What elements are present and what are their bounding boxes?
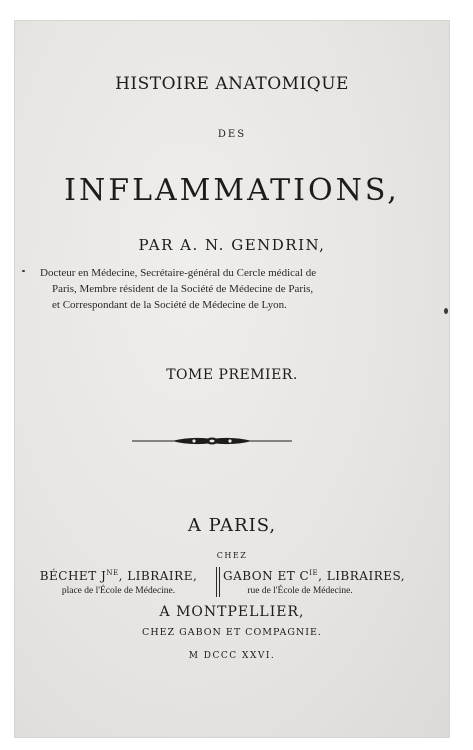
credentials-line-3: et Correspondant de la Société de Médecine de Lyon.	[52, 299, 287, 311]
imprint-city: A PARIS,	[187, 515, 277, 536]
imprint-publisher-2: CHEZ GABON ET COMPAGNIE.	[142, 627, 322, 638]
publisher-left	[22, 565, 215, 598]
main-title: INFLAMMATIONS,	[64, 173, 400, 208]
volume-label: TOME PREMIER.	[166, 367, 298, 383]
ink-spot	[22, 270, 25, 272]
author-credentials	[40, 265, 420, 313]
title-page	[14, 20, 450, 738]
imprint-date: M DCCC XXVI.	[188, 651, 276, 661]
ornament-rule-icon	[132, 434, 292, 448]
ink-spot	[444, 308, 448, 314]
publisher-divider	[216, 567, 220, 597]
publisher-right-name: GABON ET $C^{IE}$, LIBRAIRES,	[223, 569, 406, 583]
publisher-right	[223, 565, 406, 598]
credentials-line-1: Docteur en Médecine, Secrétaire-général du Cercle médical de	[40, 267, 317, 279]
publisher-left-address: place de l'École de Médecine.	[61, 586, 176, 596]
publisher-left-name: BÉCHET $J^{NE}$, LIBRAIRE,	[39, 569, 198, 583]
title-line-1: HISTOIRE ANATOMIQUE	[115, 74, 349, 94]
credentials-line-2: Paris, Membre résident de la Société de Médecine de Paris,	[52, 283, 314, 295]
publisher-right-address: rue de l'École de Médecine.	[247, 586, 353, 596]
imprint-chez: CHEZ	[216, 551, 248, 560]
title-line-2: DES	[217, 129, 247, 140]
author-byline: PAR A. N. GENDRIN,	[138, 236, 326, 254]
imprint-city-2: A MONTPELLIER,	[159, 604, 305, 620]
